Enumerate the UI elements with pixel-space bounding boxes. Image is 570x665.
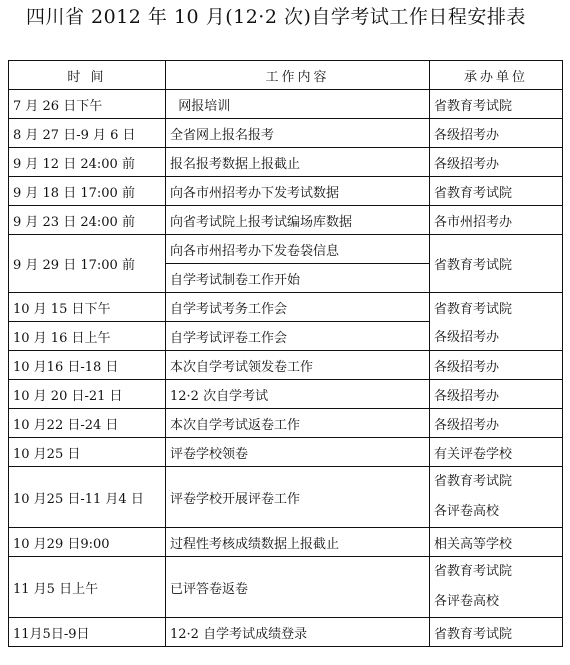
time-cell: 10 月 16 日上午 — [9, 322, 166, 351]
time-cell: 10 月 15 日下午 — [9, 293, 166, 322]
column-header-task: 工作内容 — [166, 61, 430, 90]
table-row — [9, 119, 563, 148]
unit-line: 省教育考试院 — [434, 564, 513, 579]
task-cell: 评卷学校开展评卷工作 — [166, 467, 430, 528]
task-cell: 评卷学校领卷 — [166, 438, 430, 467]
unit-cell: 各市州招考办 — [430, 206, 563, 235]
table-row — [9, 528, 563, 557]
unit-cell: 各级招考办 — [430, 148, 563, 177]
task-cell: 向各市州招考办下发卷袋信息 — [166, 235, 430, 264]
time-cell: 11月5日-9日 — [9, 618, 166, 647]
unit-cell: 有关评卷学校 — [430, 438, 563, 467]
task-cell: 12·2 自学考试成绩登录 — [166, 618, 430, 647]
table-header-row — [9, 61, 563, 90]
unit-cell: 省教育考试院 — [430, 177, 563, 206]
task-cell: 本次自学考试返卷工作 — [166, 409, 430, 438]
table-row — [9, 409, 563, 438]
task-cell: 向省考试院上报考试编场库数据 — [166, 206, 430, 235]
table-row — [9, 206, 563, 235]
time-cell: 9 月 18 日 17:00 前 — [9, 177, 166, 206]
task-cell: 自学考试考务工作会 — [166, 293, 430, 322]
task-cell: 自学考试制卷工作开始 — [166, 264, 430, 293]
table-row — [9, 618, 563, 647]
task-cell: 本次自学考试领发卷工作 — [166, 351, 430, 380]
task-cell: 报名报考数据上报截止 — [166, 148, 430, 177]
time-cell: 11 月5 日上午 — [9, 557, 166, 618]
table-row — [9, 148, 563, 177]
task-cell: 全省网上报名报考 — [166, 119, 430, 148]
table-row — [9, 322, 563, 351]
task-cell: 过程性考核成绩数据上报截止 — [166, 528, 430, 557]
unit-line: 省教育考试院 — [434, 474, 513, 489]
task-cell: 自学考试评卷工作会 — [166, 322, 430, 351]
column-header-time: 时 间 — [9, 61, 166, 90]
unit-cell: 省教育考试院 — [430, 618, 563, 647]
task-cell: 已评答卷返卷 — [166, 557, 430, 618]
unit-cell: 各级招考办 — [430, 380, 563, 409]
table-row — [9, 557, 563, 618]
unit-line: 各评卷高校 — [434, 594, 500, 609]
table-row — [9, 177, 563, 206]
unit-cell — [430, 467, 563, 528]
task-cell: 网报培训 — [166, 90, 430, 119]
unit-cell — [430, 557, 563, 618]
task-cell: 12·2 次自学考试 — [166, 380, 430, 409]
time-cell: 7 月 26 日下午 — [9, 90, 166, 119]
table-row — [9, 438, 563, 467]
unit-cell: 相关高等学校 — [430, 528, 563, 557]
time-cell: 10 月16 日-18 日 — [9, 351, 166, 380]
time-cell: 9 月 23 日 24:00 前 — [9, 206, 166, 235]
time-cell: 10 月25 日-11 月4 日 — [9, 467, 166, 528]
unit-cell: 各级招考办 — [430, 351, 563, 380]
unit-cell: 各级招考办 — [430, 409, 563, 438]
time-cell: 10 月 20 日-21 日 — [9, 380, 166, 409]
table-row — [9, 467, 563, 528]
column-header-unit: 承办单位 — [430, 61, 563, 90]
page-title: 四川省 2012 年 10 月(12·2 次)自学考试工作日程安排表 — [26, 6, 526, 28]
table-row — [9, 235, 563, 264]
time-cell: 10 月29 日9:00 — [9, 528, 166, 557]
table-row — [9, 293, 563, 322]
table-row — [9, 351, 563, 380]
unit-cell: 省教育考试院 — [430, 293, 563, 322]
unit-cell: 各级招考办 — [430, 119, 563, 148]
task-cell: 向各市州招考办下发考试数据 — [166, 177, 430, 206]
time-cell: 10 月25 日 — [9, 438, 166, 467]
time-cell: 10 月22 日-24 日 — [9, 409, 166, 438]
unit-cell: 各级招考办 — [430, 322, 563, 351]
unit-cell: 省教育考试院 — [430, 90, 563, 119]
time-cell: 9 月 29 日 17:00 前 — [9, 235, 166, 293]
unit-cell: 省教育考试院 — [430, 235, 563, 293]
schedule-table — [8, 60, 563, 647]
unit-line: 各评卷高校 — [434, 504, 500, 519]
time-cell: 8 月 27 日-9 月 6 日 — [9, 119, 166, 148]
table-row — [9, 90, 563, 119]
table-row — [9, 380, 563, 409]
time-cell: 9 月 12 日 24:00 前 — [9, 148, 166, 177]
